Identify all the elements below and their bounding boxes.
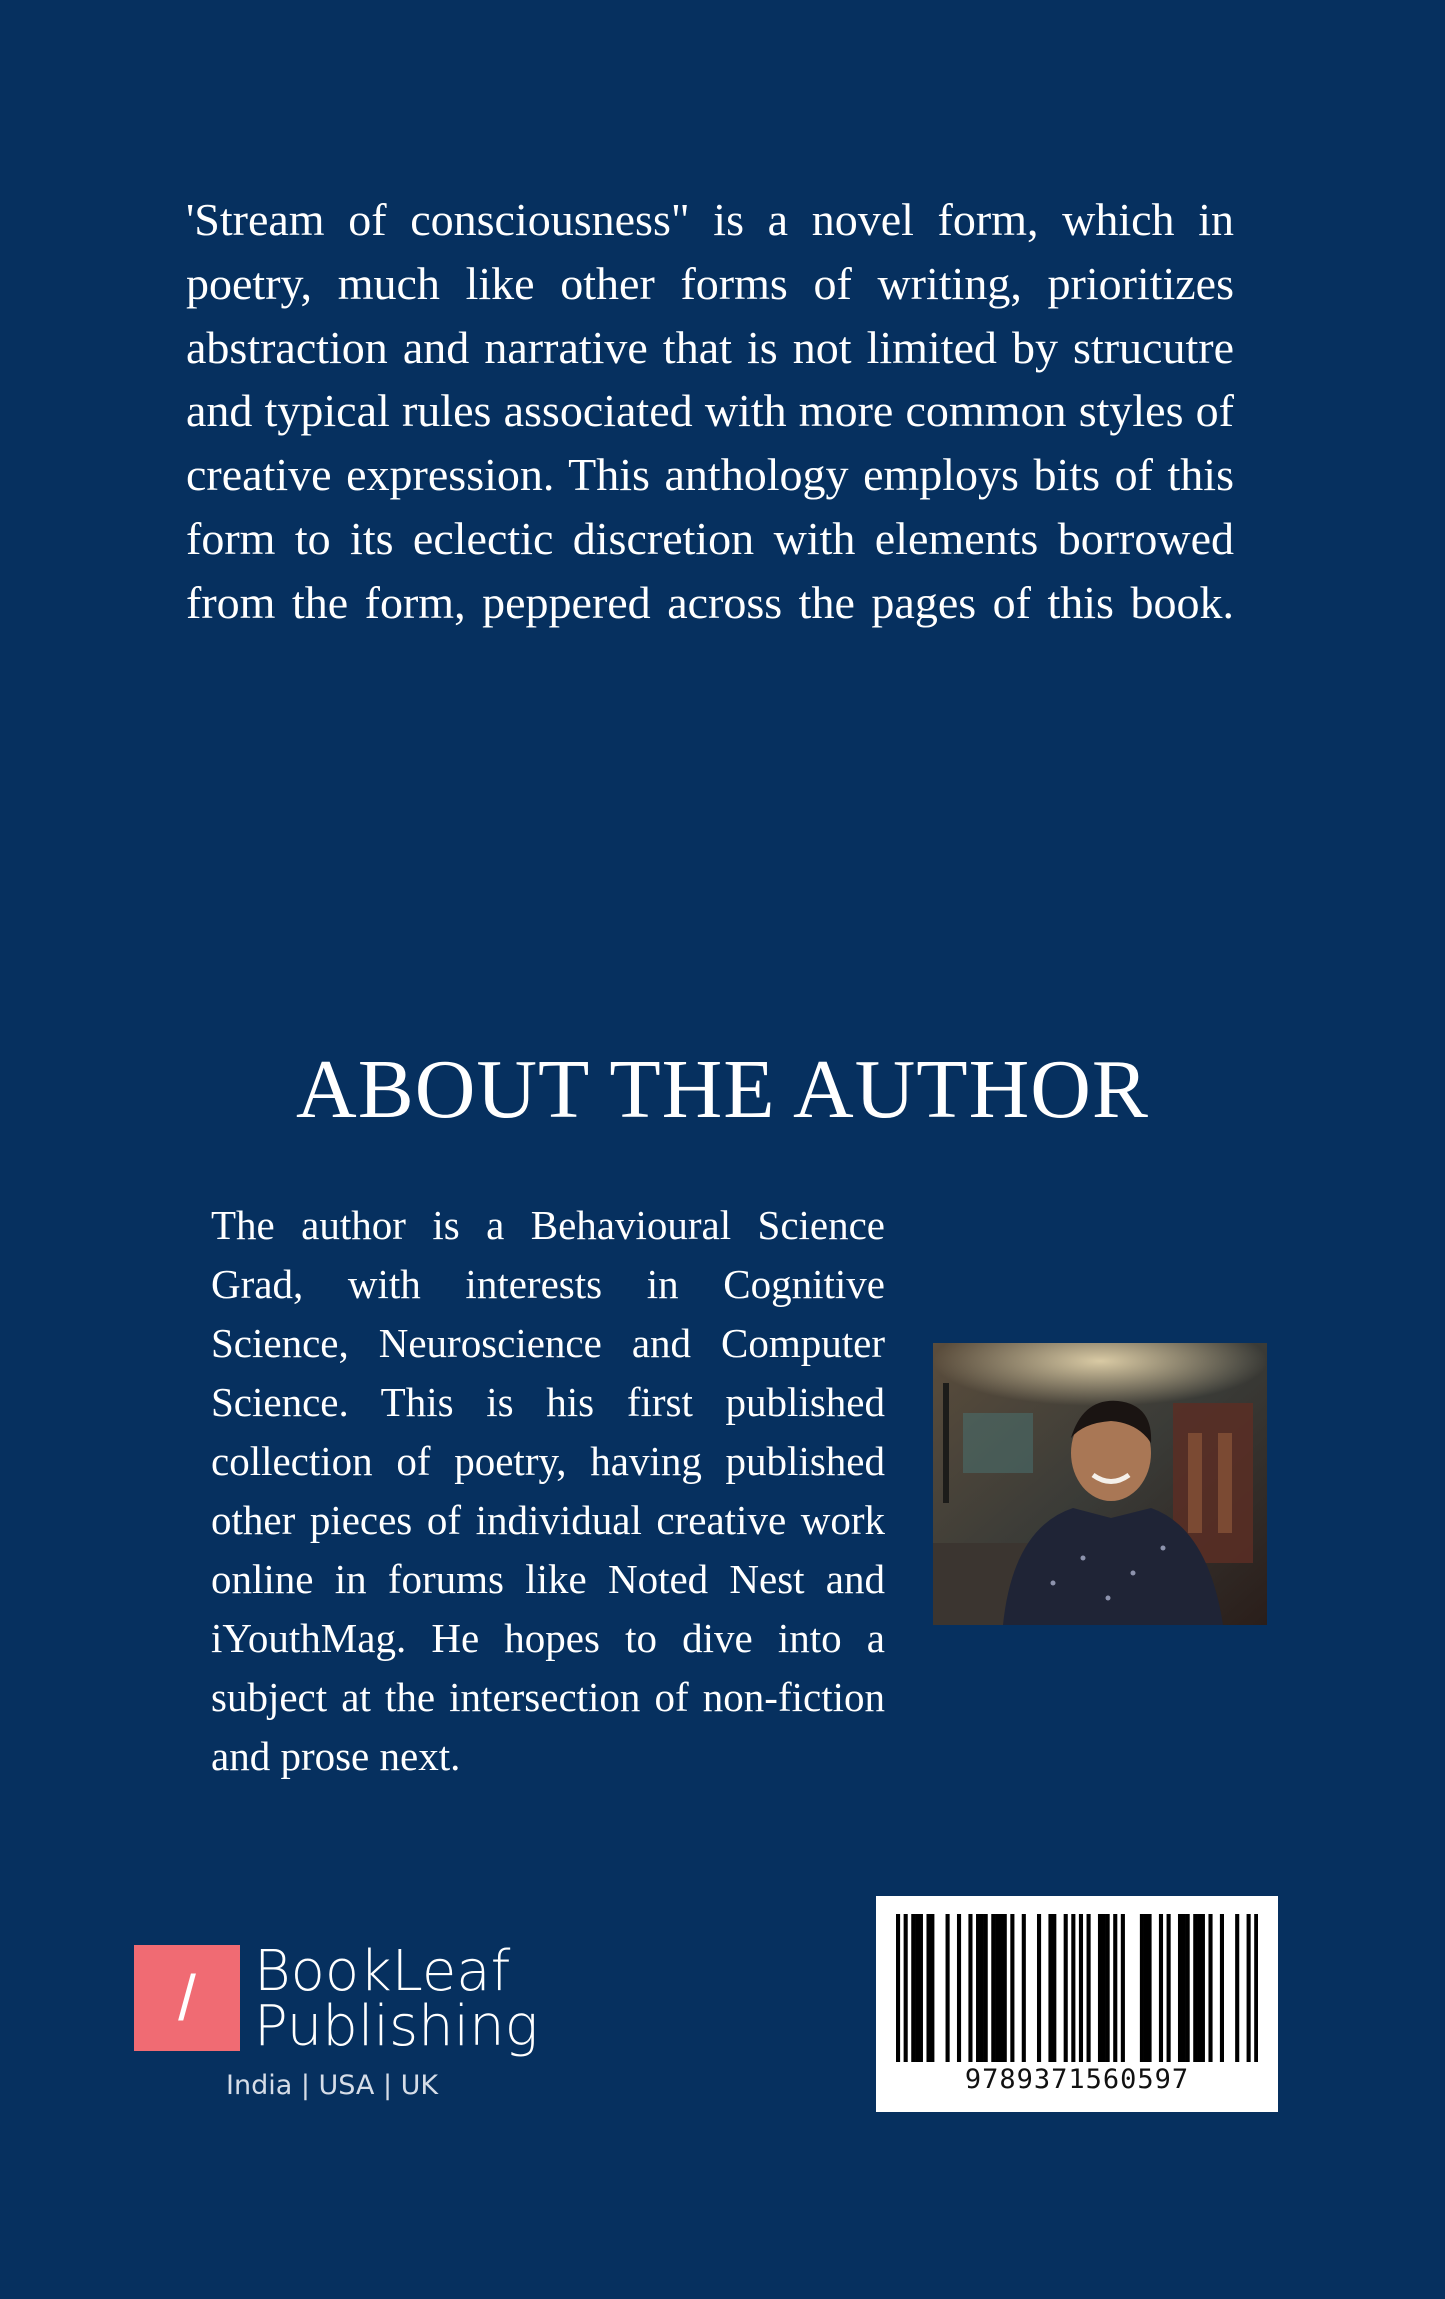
author-bio: The author is a Behavioural Science Grad, with interests in Cognitive Science, Neuroscience and Computer Science. This is his first published collection of poetry, having published other pieces of individual creative work online in forums like Noted Nest and iYouthMag. He hopes to dive into a subject at the intersection of non-fiction and prose next.	[211, 1202, 885, 1779]
barcode-bar	[1052, 1914, 1056, 2062]
barcode-bars	[896, 1914, 1258, 2062]
barcode-bar	[1220, 1914, 1224, 2062]
barcode-bar	[968, 1914, 972, 2062]
barcode-bar	[946, 1914, 950, 2062]
about-author-heading: ABOUT THE AUTHOR	[296, 1043, 1149, 1136]
barcode-bar	[976, 1914, 980, 2062]
barcode-bar	[1186, 1914, 1190, 2062]
barcode-bar	[1121, 1914, 1125, 2062]
barcode-bar	[1159, 1914, 1163, 2062]
barcode-bar	[984, 1914, 988, 2062]
barcode-bar	[957, 1914, 961, 2062]
barcode-bar	[1197, 1914, 1201, 2062]
barcode-bar	[1064, 1914, 1068, 2062]
barcode-bar	[1102, 1914, 1106, 2062]
barcode-bar	[980, 1914, 984, 2062]
barcode-bar	[1022, 1914, 1026, 2062]
publisher-logo-mark: /	[134, 1945, 240, 2051]
barcode-bar	[1098, 1914, 1102, 2062]
isbn-number: 9789371560597	[964, 2064, 1190, 2095]
barcode-bar	[1048, 1914, 1052, 2062]
cover-blurb: 'Stream of consciousness" is a novel form, which in poetry, much like other forms of writing, prioritizes abstraction and narrative that is not limited by strucutre and typical rules associated with more common styles of creative expression. This anthology employs bits of this form to its eclectic discretion with elements borrowed from the form, peppered across the pages of this book.	[186, 194, 1234, 628]
barcode-bar	[1113, 1914, 1117, 2062]
publisher-name-line2: Publishing	[254, 1994, 539, 2059]
publisher-name-line1: BookLeaf	[254, 1939, 511, 2004]
barcode-bar	[896, 1914, 900, 2062]
barcode-bar	[1140, 1914, 1144, 2062]
barcode-bar	[915, 1914, 919, 2062]
barcode-bar	[991, 1914, 995, 2062]
barcode-bar	[926, 1914, 930, 2062]
barcode-bar	[995, 1914, 999, 2062]
barcode-bar	[1106, 1914, 1110, 2062]
barcode-bar	[1208, 1914, 1212, 2062]
barcode-bar	[1235, 1914, 1239, 2062]
barcode-bar	[1037, 1914, 1041, 2062]
barcode-bar	[1167, 1914, 1171, 2062]
barcode-bar	[1254, 1914, 1258, 2062]
barcode-bar	[1071, 1914, 1075, 2062]
barcode-bar	[919, 1914, 923, 2062]
barcode-bar	[911, 1914, 915, 2062]
barcode-bar	[1010, 1914, 1014, 2062]
barcode-bar	[1087, 1914, 1091, 2062]
barcode-bar	[1079, 1914, 1083, 2062]
barcode-bar	[1193, 1914, 1197, 2062]
publisher-regions: India | USA | UK	[226, 2070, 439, 2101]
barcode-bar	[999, 1914, 1003, 2062]
author-photo	[933, 1343, 1267, 1625]
barcode-bar	[904, 1914, 908, 2062]
barcode-bar	[930, 1914, 934, 2062]
publisher-logo	[134, 1939, 554, 2105]
barcode-bar	[1201, 1914, 1205, 2062]
barcode-bar	[1178, 1914, 1182, 2062]
barcode-bar	[1147, 1914, 1151, 2062]
barcode-bar	[1247, 1914, 1251, 2062]
barcode-bar	[1182, 1914, 1186, 2062]
isbn-barcode	[876, 1896, 1278, 2112]
barcode-bar	[1003, 1914, 1007, 2062]
barcode-bar	[1144, 1914, 1148, 2062]
